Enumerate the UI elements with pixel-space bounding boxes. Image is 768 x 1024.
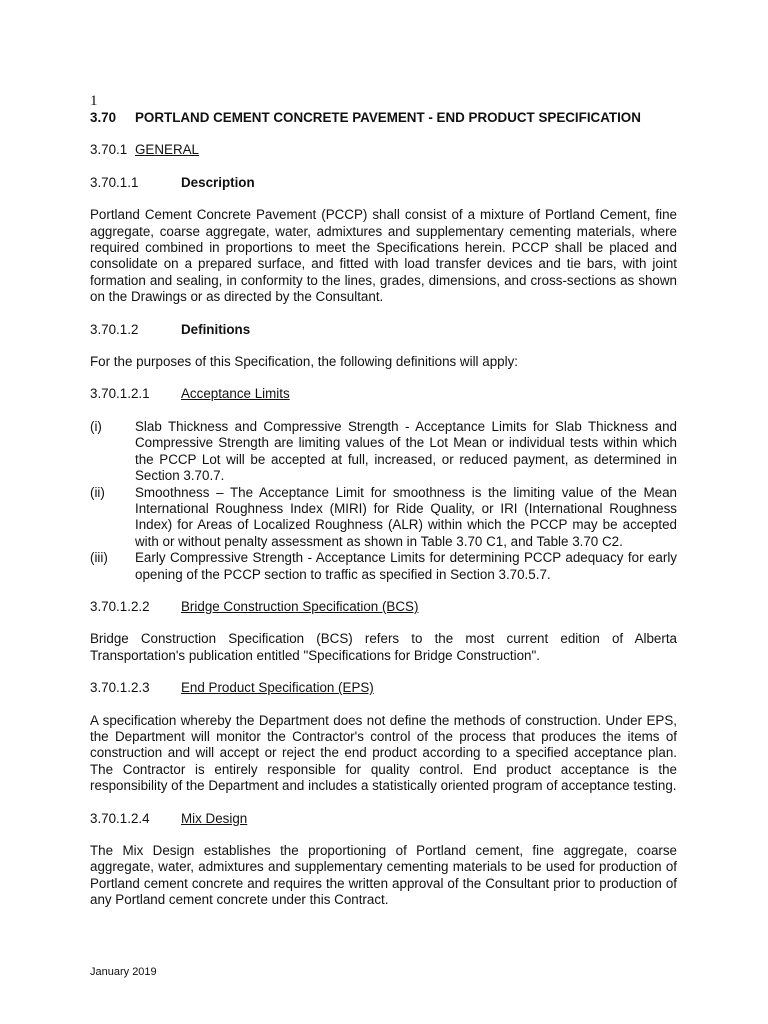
heading-description: [90, 175, 677, 191]
heading-acceptance-limits: [90, 386, 677, 402]
section-title-number: 3.70: [90, 110, 117, 125]
heading-definitions: [90, 322, 677, 338]
section-title-text: PORTLAND CEMENT CONCRETE PAVEMENT - END PRODUCT SPECIFICATION: [135, 110, 641, 125]
paragraph-bcs: Bridge Construction Specification (BCS) refers to the most current edition of Alberta Transportation's publication entitled "Specifications for Bridge Construction".: [90, 631, 677, 663]
heading-text: End Product Specification (EPS): [181, 680, 374, 696]
heading-number: 3.70.1.1: [90, 174, 139, 190]
list-text: Early Compressive Strength - Acceptance Limits for determining PCCP adequacy for early opening of the PCCP section to traffic as specified in Section 3.70.5.7.: [135, 550, 677, 582]
heading-number: 3.70.1.2.3: [90, 680, 150, 696]
list-item: [90, 550, 677, 583]
paragraph-definitions: For the purposes of this Specification, the following definitions will apply:: [90, 354, 518, 370]
section-title: [90, 110, 677, 126]
list-marker: (ii): [90, 484, 105, 500]
paragraph-description: Portland Cement Concrete Pavement (PCCP) shall consist of a mixture of Portland Cement, fine aggregate, coarse aggregate, water, admixtures and supplementary cementing materials, where required combined in proportions to meet the Specifications herein. PCCP shall be placed and consolidate on a prepared surface, and fitted with load transfer devices and tie bars, with joint formation and sealing, in conformity to the lines, grades, dimensions, and cross-sections as shown on the Drawings or as directed by the Consultant.: [90, 207, 677, 305]
heading-text: Definitions: [181, 321, 251, 337]
heading-text: Mix Design: [181, 810, 248, 826]
heading-text: GENERAL: [135, 142, 199, 158]
heading-number: 3.70.1.2.1: [90, 386, 150, 402]
paragraph-mix-design: The Mix Design establishes the proportioning of Portland cement, fine aggregate, coarse aggregate, water, admixtures and supplementary cementing materials to be used for production of Portland cement concrete and requires the written approval of the Consultant prior to production of any Portland cement concrete under this Contract.: [90, 843, 677, 908]
heading-eps: [90, 680, 677, 696]
heading-number: 3.70.1: [90, 142, 128, 158]
list-marker: (i): [90, 418, 102, 434]
acceptance-list: [90, 419, 677, 583]
heading-number: 3.70.1.2: [90, 321, 139, 337]
heading-text: Acceptance Limits: [181, 386, 290, 402]
heading-text: Bridge Construction Specification (BCS): [181, 598, 419, 614]
heading-mix-design: [90, 811, 677, 827]
paragraph-eps: A specification whereby the Department does not define the methods of construction. Under EPS, the Department will monitor the Contractor's control of the process that produces the items of construction and will accept or reject the end product according to a specified acceptance plan. The Contractor is entirely responsible for quality control. End product acceptance is the responsibility of the Department and includes a statistically oriented program of acceptance testing.: [90, 712, 677, 794]
heading-text: Description: [181, 174, 255, 190]
list-item: [90, 419, 677, 485]
document-page: [90, 93, 677, 925]
page-footer-date: January 2019: [90, 966, 157, 978]
list-item: [90, 485, 677, 551]
heading-bcs: [90, 599, 677, 615]
page-number: 1: [90, 93, 98, 109]
heading-number: 3.70.1.2.2: [90, 598, 150, 614]
list-text: Slab Thickness and Compressive Strength - Acceptance Limits for Slab Thickness and Compressive Strength are limiting values of the Lot Mean or individual tests within which the PCCP Lot will be accepted at full, increased, or reduced payment, as determined in Section 3.70.7.: [135, 418, 677, 484]
heading-number: 3.70.1.2.4: [90, 810, 150, 826]
list-text: Smoothness – The Acceptance Limit for smoothness is the limiting value of the Mean International Roughness Index (MIRI) for Ride Quality, or IRI (International Roughness Index) for Areas of Localized Roughness (ALR) within which the PCCP may be accepted with or without penalty assessment as shown in Table 3.70 C1, and Table 3.70 C2.: [135, 484, 677, 549]
list-marker: (iii): [90, 550, 108, 566]
heading-general: [90, 142, 677, 158]
